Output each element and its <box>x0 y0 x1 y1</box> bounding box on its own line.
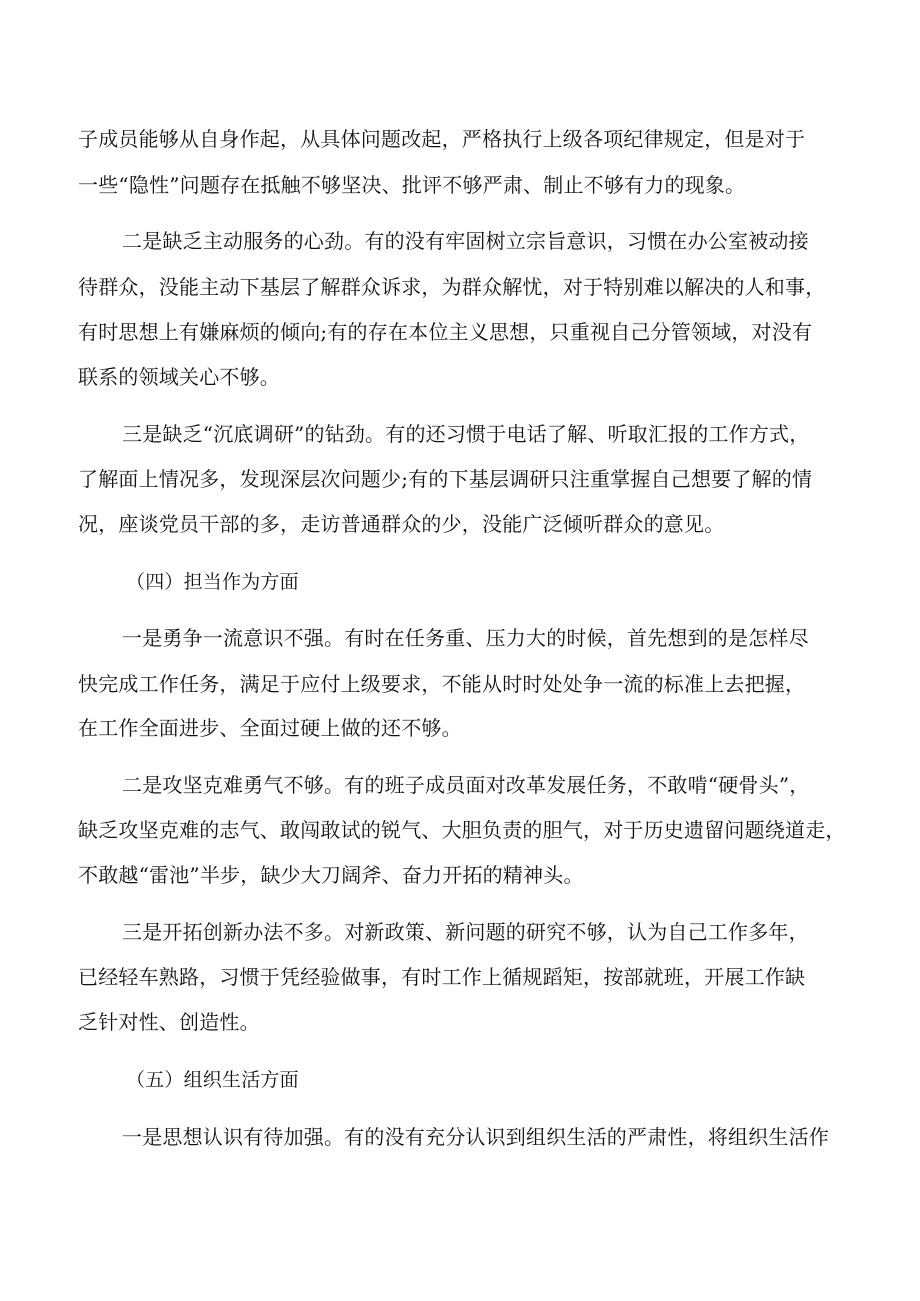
section-heading: （四）担当作为方面 <box>126 571 299 593</box>
paragraph-line: 况，座谈党员干部的多，走访普通群众的少，没能广泛倾听群众的意见。 <box>78 512 725 536</box>
paragraph-line: 一是勇争一流意识不强。有时在任务重、压力大的时候，首先想到的是怎样尽 <box>122 626 809 650</box>
paragraph-line: 乏针对性、创造性。 <box>78 1010 260 1034</box>
paragraph-line: 有时思想上有嫌麻烦的倾向;有的存在本位主义思想，只重视自己分管领域，对没有 <box>78 320 813 344</box>
paragraph-line: 一些“隐性”问题存在抵触不够坚决、批评不够严肃、制止不够有力的现象。 <box>78 173 746 197</box>
paragraph-line: 三是缺乏“沉底调研”的钻劲。有的还习惯于电话了解、听取汇报的工作方式， <box>122 422 810 446</box>
paragraph-line: 联系的领域关心不够。 <box>78 365 280 389</box>
paragraph-line: 一是思想认识有待加强。有的没有充分认识到组织生活的严肃性，将组织生活作 <box>122 1125 829 1149</box>
paragraph-line: 在工作全面进步、全面过硬上做的还不够。 <box>78 716 462 740</box>
paragraph-line: 不敢越“雷池”半步，缺少大刀阔斧、奋力开拓的精神头。 <box>78 863 584 887</box>
paragraph-line: 快完成工作任务，满足于应付上级要求，不能从时时处处争一流的标准上去把握， <box>78 672 806 696</box>
paragraph-line: 二是缺乏主动服务的心劲。有的没有牢固树立宗旨意识，习惯在办公室被动接 <box>122 229 809 253</box>
paragraph-line: 子成员能够从自身作起，从具体问题改起，严格执行上级各项纪律规定，但是对于 <box>78 127 806 151</box>
paragraph-line: 待群众，没能主动下基层了解群众诉求，为群众解忧，对于特别难以解决的人和事， <box>78 275 826 299</box>
paragraph-line: 了解面上情况多，发现深层次问题少;有的下基层调研只注重掌握自己想要了解的情 <box>78 467 813 491</box>
paragraph-line: 二是攻坚克难勇气不够。有的班子成员面对改革发展任务，不敢啃“硬骨头”， <box>122 773 810 797</box>
paragraph-line: 缺乏攻坚克难的志气、敢闯敢试的锐气、大胆负责的胆气，对于历史遗留问题绕道走， <box>78 818 846 842</box>
section-heading: （五）组织生活方面 <box>126 1069 299 1091</box>
paragraph-line: 已经轻车熟路，习惯于凭经验做事，有时工作上循规蹈矩，按部就班，开展工作缺 <box>78 965 806 989</box>
paragraph-line: 三是开拓创新办法不多。对新政策、新问题的研究不够，认为自己工作多年， <box>122 920 809 944</box>
